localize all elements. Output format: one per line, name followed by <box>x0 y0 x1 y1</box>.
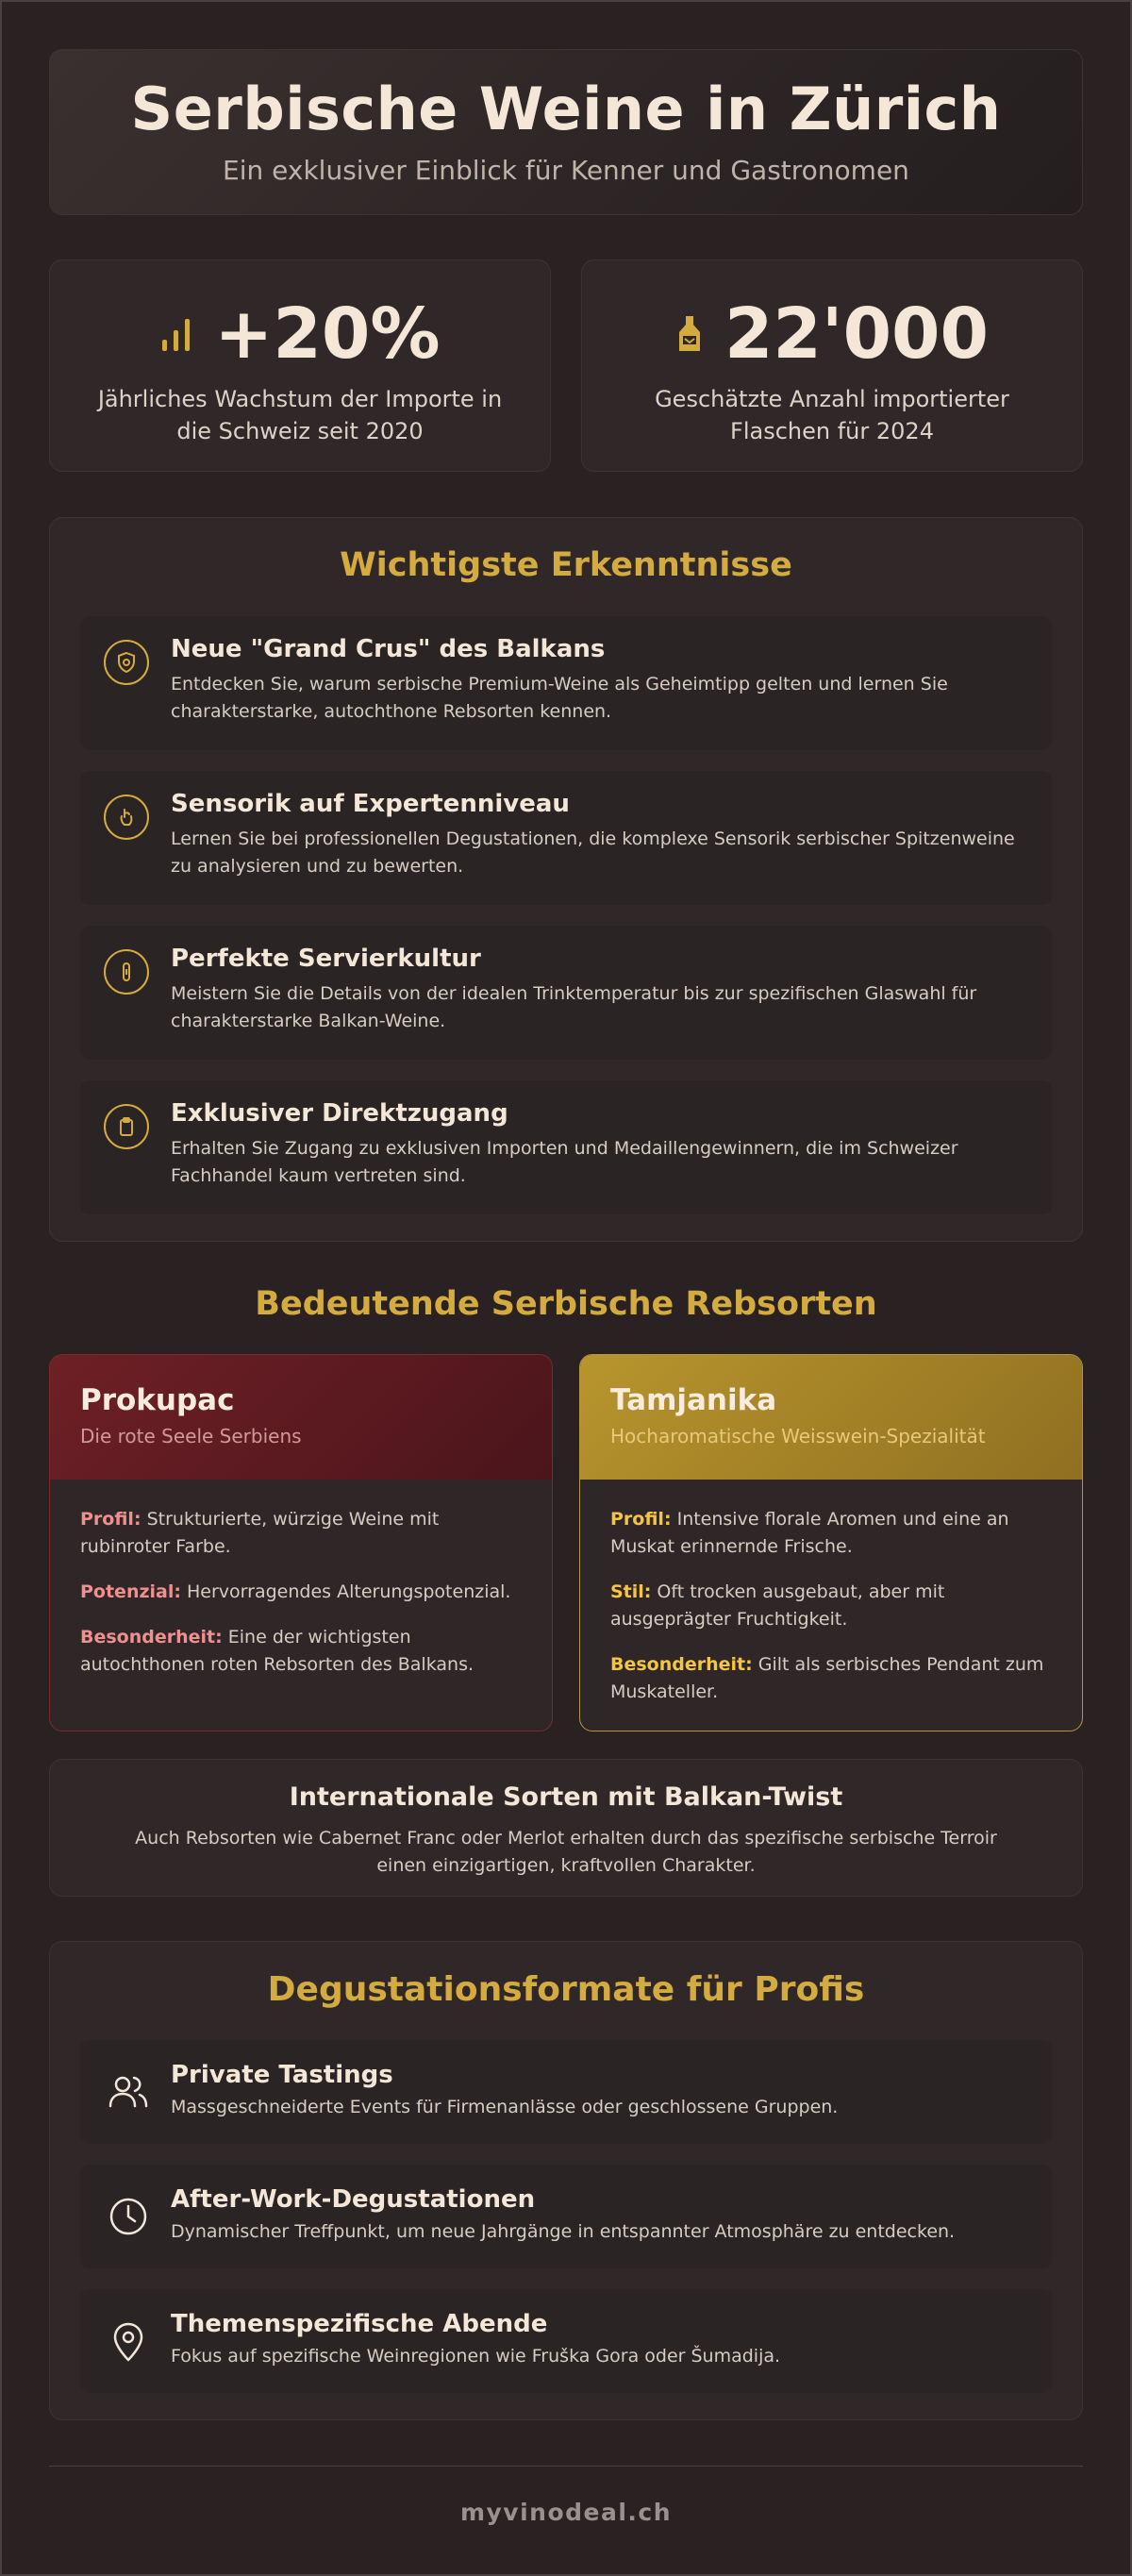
tasting-formats-section <box>49 1941 1083 2420</box>
fact-text: Hervorragendes Alterungspotenzial. <box>180 1581 511 1602</box>
section-title: Degustationsformate für Profis <box>267 1970 865 2009</box>
format-item <box>80 2040 1052 2144</box>
format-item <box>80 2165 1052 2268</box>
fact-label: Besonderheit: <box>610 1654 753 1675</box>
stat-value: 22'000 <box>724 293 990 375</box>
variety-fact <box>80 1506 522 1561</box>
users-icon <box>105 2068 152 2116</box>
key-findings-section <box>49 517 1083 1242</box>
fact-text: Eine der wichtigsten autochthonen roten Rebsorten des Balkans. <box>80 1627 474 1675</box>
fact-label: Stil: <box>610 1581 652 1602</box>
fact-text: Intensive florale Aromen und eine an Muskat erinnernde Frische. <box>610 1509 1009 1557</box>
finding-text: Entdecken Sie, warum serbische Premium-Weine als Geheimtipp gelten und lernen Sie charakterstarke, autochthone Rebsorten kennen. <box>171 674 948 722</box>
variety-name: Tamjanika <box>610 1383 777 1417</box>
variety-card-tamjanika <box>579 1354 1083 1731</box>
finding-title: Sensorik auf Expertenniveau <box>171 790 570 818</box>
variety-fact <box>610 1651 1052 1706</box>
format-text: Fokus auf spezifische Weinregionen wie Fruška Gora oder Šumadija. <box>171 2346 781 2367</box>
finding-text: Meistern Sie die Details von der idealen Trinktemperatur bis zur spezifischen Glaswahl für charakterstarke Balkan-Weine. <box>171 983 977 1031</box>
variety-fact <box>610 1579 1052 1633</box>
fact-label: Profil: <box>80 1509 142 1530</box>
format-title: After-Work-Degustationen <box>171 2185 536 2214</box>
map-pin-icon <box>105 2317 152 2365</box>
clock-icon <box>105 2193 152 2240</box>
finding-title: Neue "Grand Crus" des Balkans <box>171 635 606 663</box>
fact-text: Strukturierte, würzige Weine mit rubinroter Farbe. <box>80 1509 440 1557</box>
international-title: Internationale Sorten mit Balkan-Twist <box>289 1782 843 1812</box>
finding-title: Exklusiver Direktzugang <box>171 1099 508 1128</box>
format-title: Themenspezifische Abende <box>171 2310 548 2338</box>
finding-title: Perfekte Servierkultur <box>171 945 481 973</box>
variety-fact <box>80 1579 522 1606</box>
finding-item <box>80 1080 1052 1214</box>
variety-card-prokupac <box>49 1354 553 1731</box>
fact-label: Besonderheit: <box>80 1627 223 1648</box>
hand-pointer-icon <box>104 795 149 840</box>
variety-facts <box>580 1480 1082 1706</box>
section-title: Wichtigste Erkenntnisse <box>340 546 792 584</box>
format-text: Massgeschneiderte Events für Firmenanlässe oder geschlossene Gruppen. <box>171 2097 839 2117</box>
variety-tagline: Die rote Seele Serbiens <box>80 1425 302 1447</box>
section-title: Bedeutende Serbische Rebsorten <box>255 1285 877 1323</box>
thermometer-icon <box>104 949 149 995</box>
format-item <box>80 2289 1052 2393</box>
wine-bottle-icon <box>675 313 704 355</box>
fact-text: Gilt als serbisches Pendant zum Muskateller. <box>610 1654 1044 1702</box>
finding-item <box>80 926 1052 1060</box>
page-subtitle: Ein exklusiver Einblick für Kenner und Gastronomen <box>223 155 909 186</box>
international-varieties-card <box>49 1759 1083 1897</box>
fact-label: Profil: <box>610 1509 672 1530</box>
variety-fact <box>80 1624 522 1679</box>
stat-description: Jährliches Wachstum der Importe in die Schweiz seit 2020 <box>97 386 503 444</box>
variety-fact <box>610 1506 1052 1561</box>
fact-text: Oft trocken ausgebaut, aber mit ausgeprägter Fruchtigkeit. <box>610 1581 945 1630</box>
stat-card-bottles <box>581 259 1083 472</box>
variety-tagline: Hocharomatische Weisswein-Spezialität <box>610 1425 986 1447</box>
stat-description: Geschätzte Anzahl importierter Flaschen für 2024 <box>655 386 1009 444</box>
format-title: Private Tastings <box>171 2061 393 2089</box>
variety-header <box>50 1355 552 1480</box>
variety-name: Prokupac <box>80 1383 235 1417</box>
stat-value: +20% <box>214 293 441 375</box>
fact-label: Potenzial: <box>80 1581 181 1602</box>
page-title: Serbische Weine in Zürich <box>130 75 1002 143</box>
international-text: Auch Rebsorten wie Cabernet Franc oder Merlot erhalten durch das spezifische serbische Terroir einen einzigartigen, kraftvollen Charakter. <box>135 1828 997 1876</box>
footer-brand[interactable]: myvinodeal.ch <box>459 2499 673 2526</box>
hero-header <box>49 49 1083 215</box>
format-text: Dynamischer Treffpunkt, um neue Jahrgänge in entspannter Atmosphäre zu entdecken. <box>171 2221 956 2242</box>
finding-item <box>80 771 1052 905</box>
footer-divider <box>49 2466 1083 2467</box>
shield-icon <box>104 640 149 685</box>
finding-text: Lernen Sie bei professionellen Degustationen, die komplexe Sensorik serbischer Spitzenweine zu analysieren und zu bewerten. <box>171 828 1015 877</box>
finding-text: Erhalten Sie Zugang zu exklusiven Importen und Medaillengewinnern, die im Schweizer Fachhandel kaum vertreten sind. <box>171 1138 958 1186</box>
bar-chart-icon <box>159 315 193 353</box>
stat-card-growth <box>49 259 551 472</box>
finding-item <box>80 616 1052 750</box>
clipboard-icon <box>104 1104 149 1149</box>
variety-facts <box>50 1480 552 1679</box>
variety-header <box>580 1355 1082 1480</box>
